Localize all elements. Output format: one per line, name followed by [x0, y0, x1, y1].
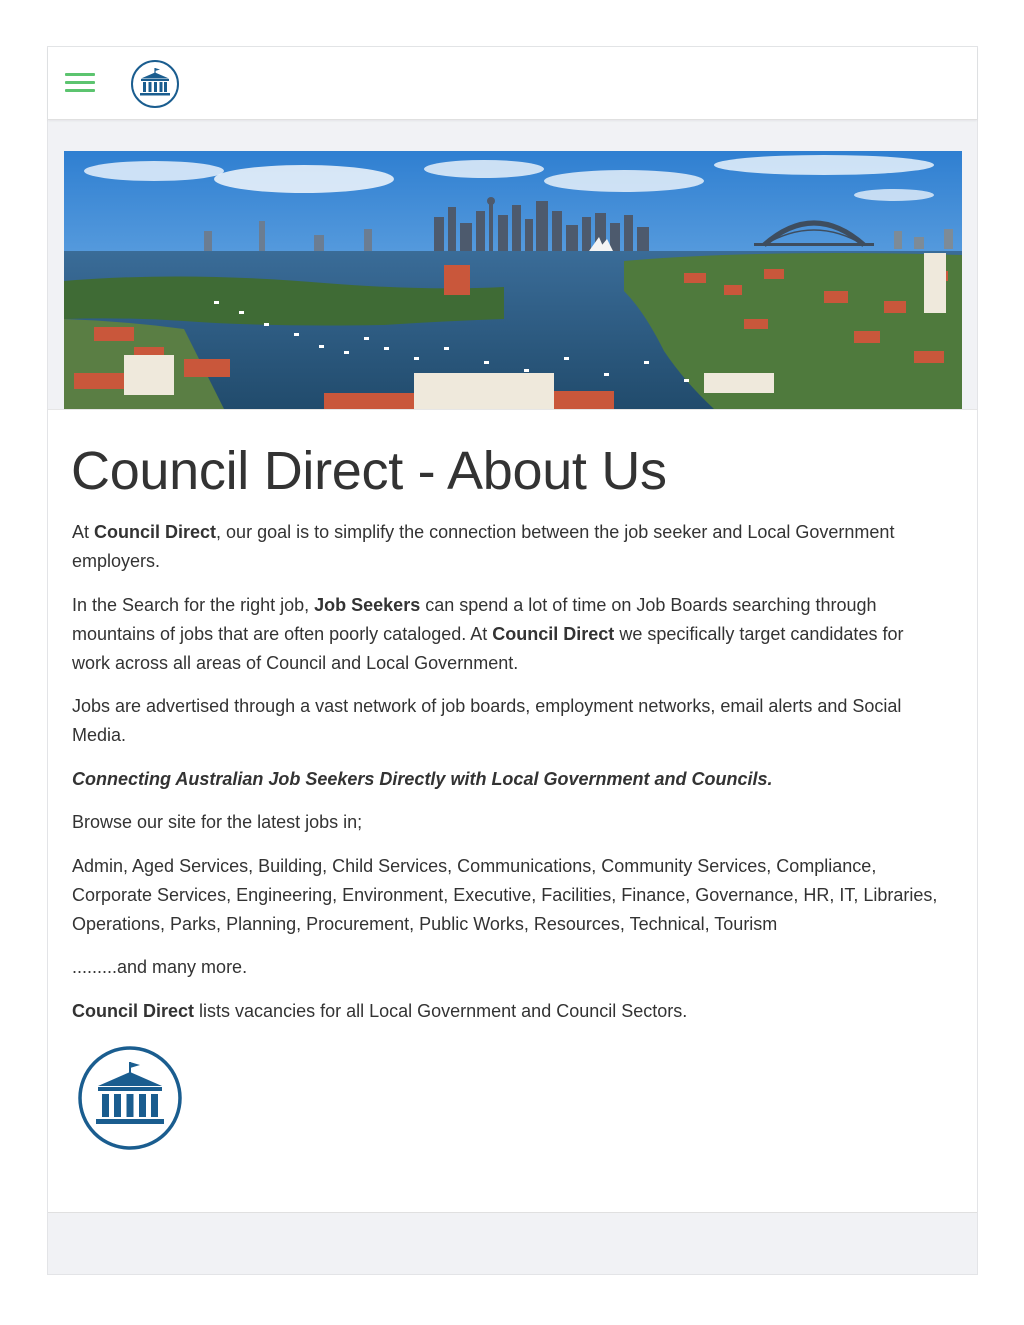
seekers-text-end: we specifically target candidates for work across all areas of Council and Local Government. — [72, 623, 904, 673]
about-content — [48, 409, 977, 1213]
job-seekers-bold: Job Seekers — [314, 594, 421, 615]
about-text — [72, 518, 942, 1040]
page-title: Council Direct - About Us — [71, 441, 667, 501]
intro-brand-name: Council Direct — [94, 522, 217, 542]
hero-harbour-photo — [64, 151, 962, 409]
closing-paragraph — [72, 997, 942, 1026]
closing-brand-name: Council Direct — [72, 1000, 195, 1021]
intro-paragraph — [72, 518, 942, 576]
and-many-more: .........and many more. — [72, 957, 248, 977]
seekers-text-middle: can spend a lot of time on Job Boards searching through mountains of jobs that are often poorly cataloged. At — [72, 594, 877, 644]
browse-intro: Browse our site for the latest jobs in; — [72, 812, 363, 832]
government-building-logo-icon — [74, 1042, 186, 1154]
intro-text-start: At — [72, 522, 95, 542]
seekers-brand-name: Council Direct — [492, 623, 615, 644]
closing-text: lists vacancies for all Local Government and Council Sectors. — [194, 1000, 688, 1021]
hamburger-menu-icon[interactable] — [65, 73, 95, 93]
tagline: Connecting Australian Job Seekers Directly with Local Government and Councils. — [72, 768, 773, 789]
job-seekers-paragraph — [72, 591, 942, 678]
page-frame — [47, 46, 978, 1275]
government-building-icon[interactable] — [130, 59, 180, 109]
seekers-text-start: In the Search for the right job, — [72, 594, 315, 615]
intro-text-rest: , our goal is to simplify the connection between the job seeker and Local Government employers. — [72, 522, 895, 571]
top-navbar — [48, 47, 977, 120]
advertising-paragraph: Jobs are advertised through a vast network of job boards, employment networks, email alerts and Social Media. — [72, 696, 902, 745]
job-categories-list: Admin, Aged Services, Building, Child Services, Communications, Community Services, Compliance, Corporate Services, Engineering, Environment, Executive, Facilities, Finance, Governance, HR, IT, Libraries, Operations, Parks, Planning, Procurement, Public Works, Resources, Technical, Tourism — [72, 855, 938, 934]
